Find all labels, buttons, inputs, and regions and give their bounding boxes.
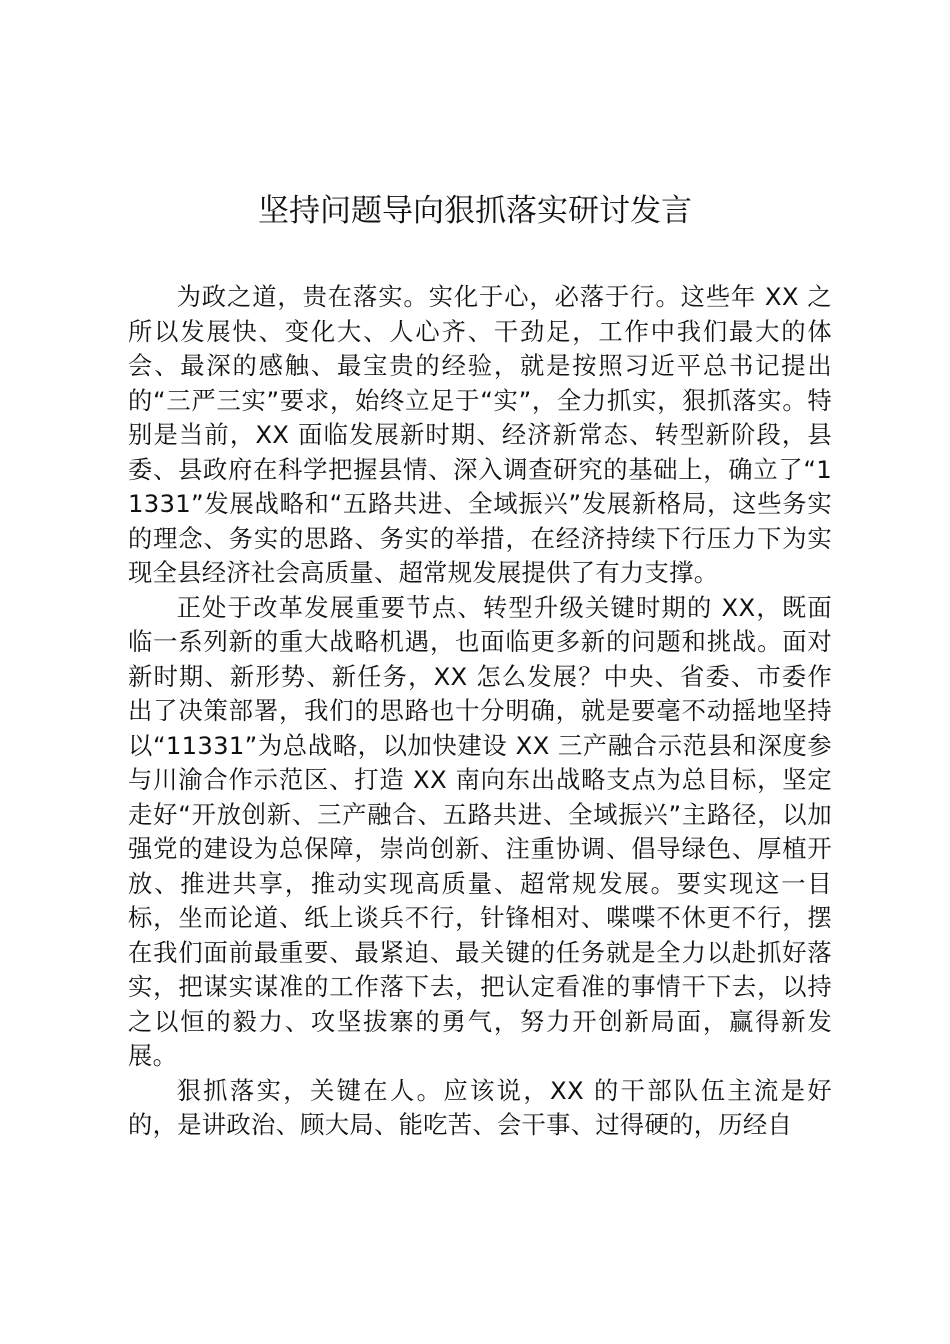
- document-body: [128, 280, 832, 1143]
- document-title: 坚持问题导向狠抓落实研讨发言: [258, 193, 692, 229]
- paragraph-2: 正处于改革发展重要节点、转型升级关键时期的 XX，既面临一系列新的重大战略机遇，也面临更多新的问题和挑战。面对新时期、新形势、新任务，XX 怎么发展？中央、省委、市委作出了决策部署，我们的思路也十分明确，就是要毫不动摇地坚持以“11331”为总战略，以加快建设 XX 三产融合示范县和深度参与川渝合作示范区、打造 XX 南向东出战略支点为总目标，坚定走好“开放创新、三产融合、五路共进、全域振兴”主路径，以加强党的建设为总保障，崇尚创新、注重协调、倡导绿色、厚植开放、推进共享，推动实现高质量、超常规发展。要实现这一目标，坐而论道、纸上谈兵不行，针锋相对、喋喋不休更不行，摆在我们面前最重要、最紧迫、最关键的任务就是全力以赴抓好落实，把谋实谋准的工作落下去，把认定看准的事情干下去，以持之以恒的毅力、攻坚拔寨的勇气，努力开创新局面，赢得新发展。: [128, 592, 832, 1070]
- paragraph-1: 为政之道，贵在落实。实化于心，必落于行。这些年 XX 之所以发展快、变化大、人心齐、干劲足，工作中我们最大的体会、最深的感触、最宝贵的经验，就是按照习近平总书记提出的“三严三实”要求，始终立足于“实”，全力抓实，狠抓落实。特别是当前，XX 面临发展新时期、经济新常态、转型新阶段，县委、县政府在科学把握县情、深入调查研究的基础上，确立了“11331”发展战略和“五路共进、全域振兴”发展新格局，这些务实的理念、务实的思路、务实的举措，在经济持续下行压力下为实现全县经济社会高质量、超常规发展提供了有力支撑。: [128, 282, 832, 587]
- paragraph-3: 狠抓落实，关键在人。应该说，XX 的干部队伍主流是好的，是讲政治、顾大局、能吃苦、会干事、过得硬的，历经自: [128, 1075, 832, 1139]
